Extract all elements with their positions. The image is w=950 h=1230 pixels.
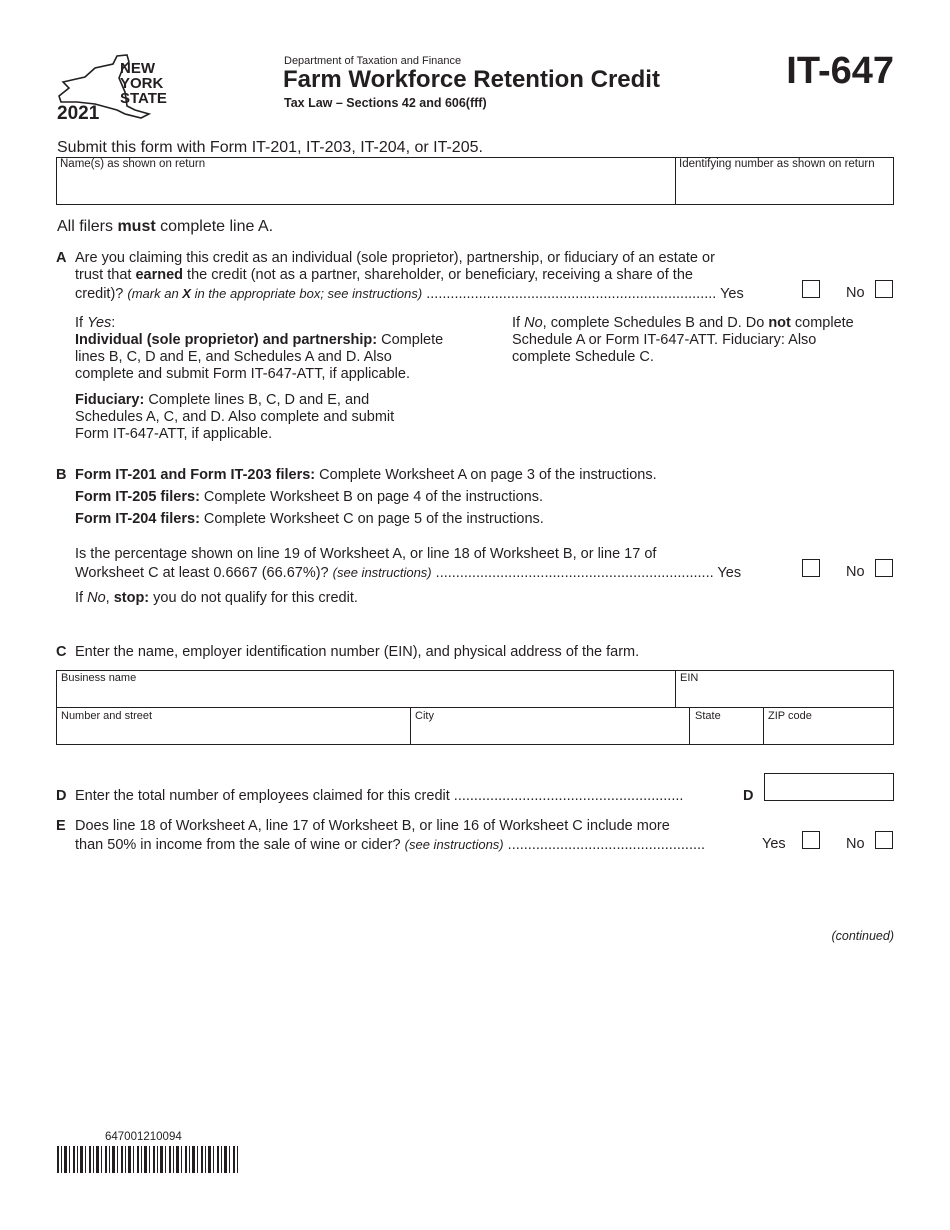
line-b-text-3 [75,511,544,528]
line-d-text [75,788,683,805]
line-a-no-label: No [846,285,865,301]
street-input[interactable] [57,723,409,744]
city-label: City [415,710,434,722]
line-b-question-2 [75,564,741,582]
if-yes-individual-bold: Individual (sole proprietor) and partnership: [75,332,378,348]
ein-label: EIN [680,672,699,684]
street-label: Number and street [61,710,153,722]
line-b-stop-note [75,590,358,607]
line-b-text-3-body: Complete Worksheet C on page 5 of the instructions. [199,511,544,527]
line-b-dots: ..................................................................... [431,565,718,581]
id-field-label: Identifying number as shown on return [679,158,875,170]
line-b-text-2 [75,489,543,506]
line-a-text-3-pre: credit)? [75,286,128,302]
all-filers-post: complete line A. [155,218,274,235]
name-input[interactable] [57,172,674,204]
line-b-stop-bold: stop: [113,590,150,606]
form-number: IT-647 [786,50,894,92]
line-e-text-2-body: than 50% in income from the sale of wine or cider? [75,837,405,853]
line-b-question-2-text: Worksheet C at least 0.6667 (66.67%)? [75,565,333,581]
line-a-dots: ........................................................................ [422,286,721,302]
zip-label: ZIP code [768,710,812,722]
line-a-italic-pre: (mark an [127,286,183,301]
line-b-text-3-bold: Form IT-204 filers: [75,511,200,527]
line-b-yes-checkbox[interactable] [802,559,820,577]
if-yes-post: : [111,315,116,331]
all-filers-pre: All filers [57,218,118,235]
line-a-letter: A [56,250,67,266]
line-d-letter: D [56,788,67,804]
if-yes-fiduciary-text-1: Complete lines B, C, D and E, and [144,392,370,408]
employees-count-input[interactable] [764,773,894,801]
barcode-number: 647001210094 [105,1131,182,1143]
logo-text-new: NEW [120,60,155,77]
line-e-dots: ................................................. [503,837,706,853]
zip-input[interactable] [764,723,893,744]
line-a-italic-post: in the appropriate box; see instructions) [190,286,423,301]
if-yes-individual-2: lines B, C, D and E, and Schedules A and D. Also [75,349,392,365]
if-yes-italic: Yes [87,315,112,331]
line-b-text-2-bold: Form IT-205 filers: [75,489,200,505]
ein-input[interactable] [676,685,893,706]
line-a-italic-x: X [182,286,191,301]
line-a-no-checkbox[interactable] [875,280,893,298]
if-no-pre: If [512,315,525,331]
if-yes-individual-3: complete and submit Form IT-647-ATT, if applicable. [75,366,410,382]
if-yes-pre: If [75,315,88,331]
line-e-letter: E [56,818,66,834]
if-no-post: complete [790,315,854,331]
all-filers-bold: must [117,218,156,235]
identifying-number-input[interactable] [676,172,893,204]
line-b-stop-pre: If [75,590,88,606]
farm-info-row-divider [56,707,894,708]
line-e-yes-label: Yes [762,836,786,852]
name-field-label: Name(s) as shown on return [60,158,206,170]
line-e-text-2 [75,836,705,854]
business-name-label: Business name [61,672,137,684]
line-b-text-1 [75,467,657,484]
if-no-1 [512,315,854,332]
line-b-stop-italic: No [87,590,106,606]
line-a-earned: earned [135,267,184,283]
form-title: Farm Workforce Retention Credit [283,66,660,93]
line-a-text-2 [75,267,693,284]
line-b-stop-post: you do not qualify for this credit. [149,590,358,606]
if-yes-fiduciary-3: Form IT-647-ATT, if applicable. [75,426,273,442]
if-no-italic: No [524,315,543,331]
line-b-text-1-body: Complete Worksheet A on page 3 of the instructions. [315,467,657,483]
if-yes-fiduciary-bold: Fiduciary: [75,392,145,408]
if-no-bold: not [768,315,791,331]
line-b-text-2-body: Complete Worksheet B on page 4 of the instructions. [199,489,543,505]
if-no-2: Schedule A or Form IT-647-ATT. Fiduciary: Also [512,332,817,348]
if-yes-fiduciary-1 [75,392,369,409]
line-a-text-3 [75,285,744,303]
if-yes-individual-1 [75,332,443,349]
line-e-yes-checkbox[interactable] [802,831,820,849]
line-d-text-body: Enter the total number of employees claimed for this credit [75,788,450,804]
line-b-text-1-bold: Form IT-201 and Form IT-203 filers: [75,467,316,483]
line-e-no-checkbox[interactable] [875,831,893,849]
nys-logo [55,52,180,124]
line-b-yes-label: Yes [717,565,742,581]
barcode-icon [57,1146,239,1173]
line-a-yes-checkbox[interactable] [802,280,820,298]
all-filers-note [57,218,273,236]
if-yes-individual-text-1: Complete [377,332,444,348]
line-a-yes-label: Yes [720,286,744,302]
submit-note: Submit this form with Form IT-201, IT-203, IT-204, or IT-205. [57,139,483,156]
logo-text-york: YORK [120,75,164,92]
state-input[interactable] [690,723,762,744]
line-a-text-1: Are you claiming this credit as an individual (sole proprietor), partnership, or fiduciary of an estate or [75,250,715,266]
line-b-question-2-italic: (see instructions) [332,565,432,580]
line-c-letter: C [56,644,67,660]
line-e-text-1: Does line 18 of Worksheet A, line 17 of Worksheet B, or line 16 of Worksheet C include more [75,818,670,834]
line-a-text-2-pre: trust that [75,267,136,283]
if-yes-heading [75,315,115,332]
line-b-no-label: No [846,564,865,580]
line-b-letter: B [56,467,67,483]
line-b-no-checkbox[interactable] [875,559,893,577]
if-yes-fiduciary-2: Schedules A, C, and D. Also complete and submit [75,409,395,425]
form-subtitle: Tax Law – Sections 42 and 606(fff) [284,96,487,110]
business-name-input[interactable] [57,685,674,706]
if-no-mid: , complete Schedules B and D. Do [542,315,769,331]
line-e-italic: (see instructions) [404,837,504,852]
logo-text-state: STATE [120,90,167,107]
line-d-box-letter: D [743,788,754,804]
if-no-3: complete Schedule C. [512,349,654,365]
line-d-dots: ......................................................... [449,788,684,804]
line-e-no-label: No [846,836,865,852]
line-b-question-1: Is the percentage shown on line 19 of Worksheet A, or line 18 of Worksheet B, or line 17 of [75,546,657,562]
continued-note: (continued) [831,929,894,943]
city-input[interactable] [411,723,688,744]
line-c-text: Enter the name, employer identification number (EIN), and physical address of the farm. [75,644,640,660]
form-year: 2021 [57,103,100,124]
department-name: Department of Taxation and Finance [284,55,462,67]
line-a-text-2-post: the credit (not as a partner, shareholder, or beneficiary, receiving a share of the [183,267,693,283]
state-label: State [695,710,721,722]
line-b-stop-mid: , [105,590,114,606]
